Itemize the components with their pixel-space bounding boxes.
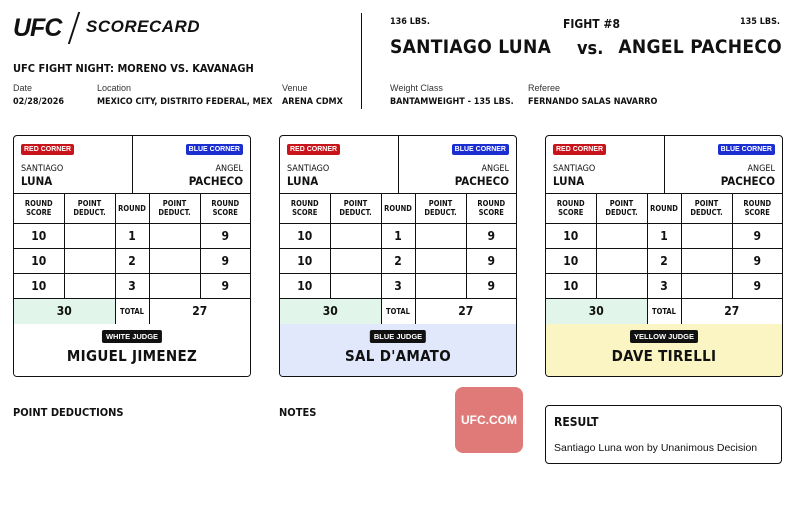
date-label: Date xyxy=(13,83,33,93)
blue-round-score: 9 xyxy=(732,248,782,273)
blue-last-name: PACHECO xyxy=(720,174,775,188)
red-last-name: LUNA xyxy=(287,174,319,188)
date-value: 02/28/2026 xyxy=(13,97,64,107)
round-number: 2 xyxy=(647,248,681,273)
red-round-score: 10 xyxy=(14,273,64,298)
judge-name: MIGUEL JIMENEZ xyxy=(66,347,198,365)
judge-badge: YELLOW JUDGE xyxy=(630,330,698,343)
red-point-deduction xyxy=(64,248,115,273)
judge-area xyxy=(280,324,516,377)
round-number: 3 xyxy=(647,273,681,298)
score-header-row xyxy=(546,194,782,223)
blue-round-score: 9 xyxy=(732,273,782,298)
red-weight: 136 LBS. xyxy=(390,17,430,27)
total-row xyxy=(14,298,250,324)
red-point-deduction xyxy=(330,223,381,248)
red-corner-badge: RED CORNER xyxy=(287,144,340,155)
red-round-score: 10 xyxy=(14,248,64,273)
red-round-score: 10 xyxy=(546,223,596,248)
result-text: Santiago Luna won by Unanimous Decision xyxy=(554,442,758,454)
red-point-deduct-header: POINT DEDUCT. xyxy=(330,194,381,223)
blue-corner-badge: BLUE CORNER xyxy=(452,144,509,155)
red-round-score: 10 xyxy=(280,273,330,298)
score-header-row xyxy=(14,194,250,223)
location-label: Location xyxy=(97,83,132,93)
total-label: TOTAL xyxy=(115,298,149,324)
judge-name: DAVE TIRELLI xyxy=(611,347,717,365)
weight-class-label: Weight Class xyxy=(390,83,443,93)
notes-title: NOTES xyxy=(279,406,317,419)
red-round-score-header: ROUND SCORE xyxy=(546,194,596,223)
red-round-score: 10 xyxy=(280,248,330,273)
judge-badge: BLUE JUDGE xyxy=(370,330,426,343)
round-row xyxy=(280,223,516,248)
round-number: 3 xyxy=(381,273,415,298)
blue-point-deduction xyxy=(149,273,200,298)
round-row xyxy=(280,273,516,298)
blue-round-score-header: ROUND SCORE xyxy=(732,194,782,223)
round-number: 1 xyxy=(647,223,681,248)
blue-round-score: 9 xyxy=(200,248,250,273)
red-total: 30 xyxy=(280,298,381,324)
red-last-name: LUNA xyxy=(21,174,53,188)
blue-point-deduction xyxy=(415,273,466,298)
red-point-deduct-header: POINT DEDUCT. xyxy=(596,194,647,223)
corner-divider xyxy=(398,136,399,194)
blue-total: 27 xyxy=(149,298,250,324)
red-round-score-header: ROUND SCORE xyxy=(14,194,64,223)
blue-round-score: 9 xyxy=(200,273,250,298)
red-point-deduction xyxy=(596,248,647,273)
round-row xyxy=(14,248,250,273)
blue-round-score-header: ROUND SCORE xyxy=(466,194,516,223)
total-row xyxy=(546,298,782,324)
red-point-deduction xyxy=(596,273,647,298)
red-total: 30 xyxy=(546,298,647,324)
judge-scorecard xyxy=(13,135,251,377)
score-table xyxy=(546,194,782,325)
logo-slash xyxy=(68,12,80,44)
round-number: 1 xyxy=(115,223,149,248)
blue-weight: 135 LBS. xyxy=(740,17,780,27)
total-row xyxy=(280,298,516,324)
judge-area xyxy=(546,324,782,377)
blue-total: 27 xyxy=(415,298,516,324)
ufc-com-logo[interactable]: UFC.COM xyxy=(455,387,523,453)
blue-round-score-header: ROUND SCORE xyxy=(200,194,250,223)
corner-row xyxy=(280,136,516,194)
red-point-deduct-header: POINT DEDUCT. xyxy=(64,194,115,223)
header-divider xyxy=(361,13,362,109)
red-point-deduction xyxy=(64,223,115,248)
total-label: TOTAL xyxy=(647,298,681,324)
red-corner-badge: RED CORNER xyxy=(553,144,606,155)
location-value: MEXICO CITY, DISTRITO FEDERAL, MEX xyxy=(97,97,273,107)
venue-label: Venue xyxy=(282,83,308,93)
score-table xyxy=(14,194,250,325)
blue-first-name: ANGEL xyxy=(747,164,775,174)
red-first-name: SANTIAGO xyxy=(553,164,596,174)
corner-row xyxy=(546,136,782,194)
result-box xyxy=(545,405,782,464)
red-round-score: 10 xyxy=(546,248,596,273)
judge-scorecard xyxy=(279,135,517,377)
red-first-name: SANTIAGO xyxy=(21,164,64,174)
event-name: UFC FIGHT NIGHT: MORENO VS. KAVANAGH xyxy=(13,62,254,75)
corner-divider xyxy=(132,136,133,194)
result-title: RESULT xyxy=(554,415,599,429)
round-row xyxy=(546,273,782,298)
blue-last-name: PACHECO xyxy=(454,174,509,188)
score-table xyxy=(280,194,516,325)
blue-corner-badge: BLUE CORNER xyxy=(718,144,775,155)
fight-number: FIGHT #8 xyxy=(563,17,620,31)
blue-point-deduction xyxy=(681,223,732,248)
corner-divider xyxy=(664,136,665,194)
blue-point-deduct-header: POINT DEDUCT. xyxy=(415,194,466,223)
round-row xyxy=(14,223,250,248)
judge-name: SAL D'AMATO xyxy=(345,347,451,365)
vs-label: vs. xyxy=(577,38,604,59)
judge-badge: WHITE JUDGE xyxy=(102,330,162,343)
blue-round-score: 9 xyxy=(466,248,516,273)
blue-first-name: ANGEL xyxy=(215,164,243,174)
point-deductions-title: POINT DEDUCTIONS xyxy=(13,406,124,419)
round-number: 2 xyxy=(381,248,415,273)
red-total: 30 xyxy=(14,298,115,324)
referee-value: FERNANDO SALAS NAVARRO xyxy=(528,97,658,107)
corner-row xyxy=(14,136,250,194)
round-number: 2 xyxy=(115,248,149,273)
blue-first-name: ANGEL xyxy=(481,164,509,174)
weight-class-value: BANTAMWEIGHT - 135 LBS. xyxy=(390,97,514,107)
judge-scorecard xyxy=(545,135,783,377)
blue-round-score: 9 xyxy=(200,223,250,248)
blue-point-deduction xyxy=(681,248,732,273)
blue-round-score: 9 xyxy=(466,223,516,248)
score-header-row xyxy=(280,194,516,223)
ufc-logo: UFC xyxy=(13,14,62,42)
scorecard-title: SCORECARD xyxy=(86,17,201,36)
round-row xyxy=(280,248,516,273)
red-first-name: SANTIAGO xyxy=(287,164,330,174)
venue-value: ARENA CDMX xyxy=(282,97,343,107)
round-number: 3 xyxy=(115,273,149,298)
red-fighter-name: SANTIAGO LUNA xyxy=(390,36,552,58)
referee-label: Referee xyxy=(528,83,561,93)
round-row xyxy=(546,248,782,273)
red-point-deduction xyxy=(64,273,115,298)
blue-point-deduction xyxy=(681,273,732,298)
blue-point-deduction xyxy=(415,248,466,273)
red-round-score-header: ROUND SCORE xyxy=(280,194,330,223)
round-row xyxy=(14,273,250,298)
blue-fighter-name: ANGEL PACHECO xyxy=(618,36,782,58)
blue-corner-badge: BLUE CORNER xyxy=(186,144,243,155)
round-row xyxy=(546,223,782,248)
red-point-deduction xyxy=(330,273,381,298)
blue-point-deduction xyxy=(415,223,466,248)
round-number: 1 xyxy=(381,223,415,248)
blue-point-deduction xyxy=(149,248,200,273)
red-round-score: 10 xyxy=(546,273,596,298)
round-header: ROUND xyxy=(381,194,415,223)
round-header: ROUND xyxy=(647,194,681,223)
red-last-name: LUNA xyxy=(553,174,585,188)
blue-point-deduction xyxy=(149,223,200,248)
blue-round-score: 9 xyxy=(732,223,782,248)
blue-round-score: 9 xyxy=(466,273,516,298)
red-corner-badge: RED CORNER xyxy=(21,144,74,155)
red-point-deduction xyxy=(330,248,381,273)
judge-area xyxy=(14,324,250,377)
blue-total: 27 xyxy=(681,298,782,324)
red-point-deduction xyxy=(596,223,647,248)
red-round-score: 10 xyxy=(280,223,330,248)
blue-point-deduct-header: POINT DEDUCT. xyxy=(681,194,732,223)
total-label: TOTAL xyxy=(381,298,415,324)
blue-point-deduct-header: POINT DEDUCT. xyxy=(149,194,200,223)
blue-last-name: PACHECO xyxy=(188,174,243,188)
red-round-score: 10 xyxy=(14,223,64,248)
round-header: ROUND xyxy=(115,194,149,223)
